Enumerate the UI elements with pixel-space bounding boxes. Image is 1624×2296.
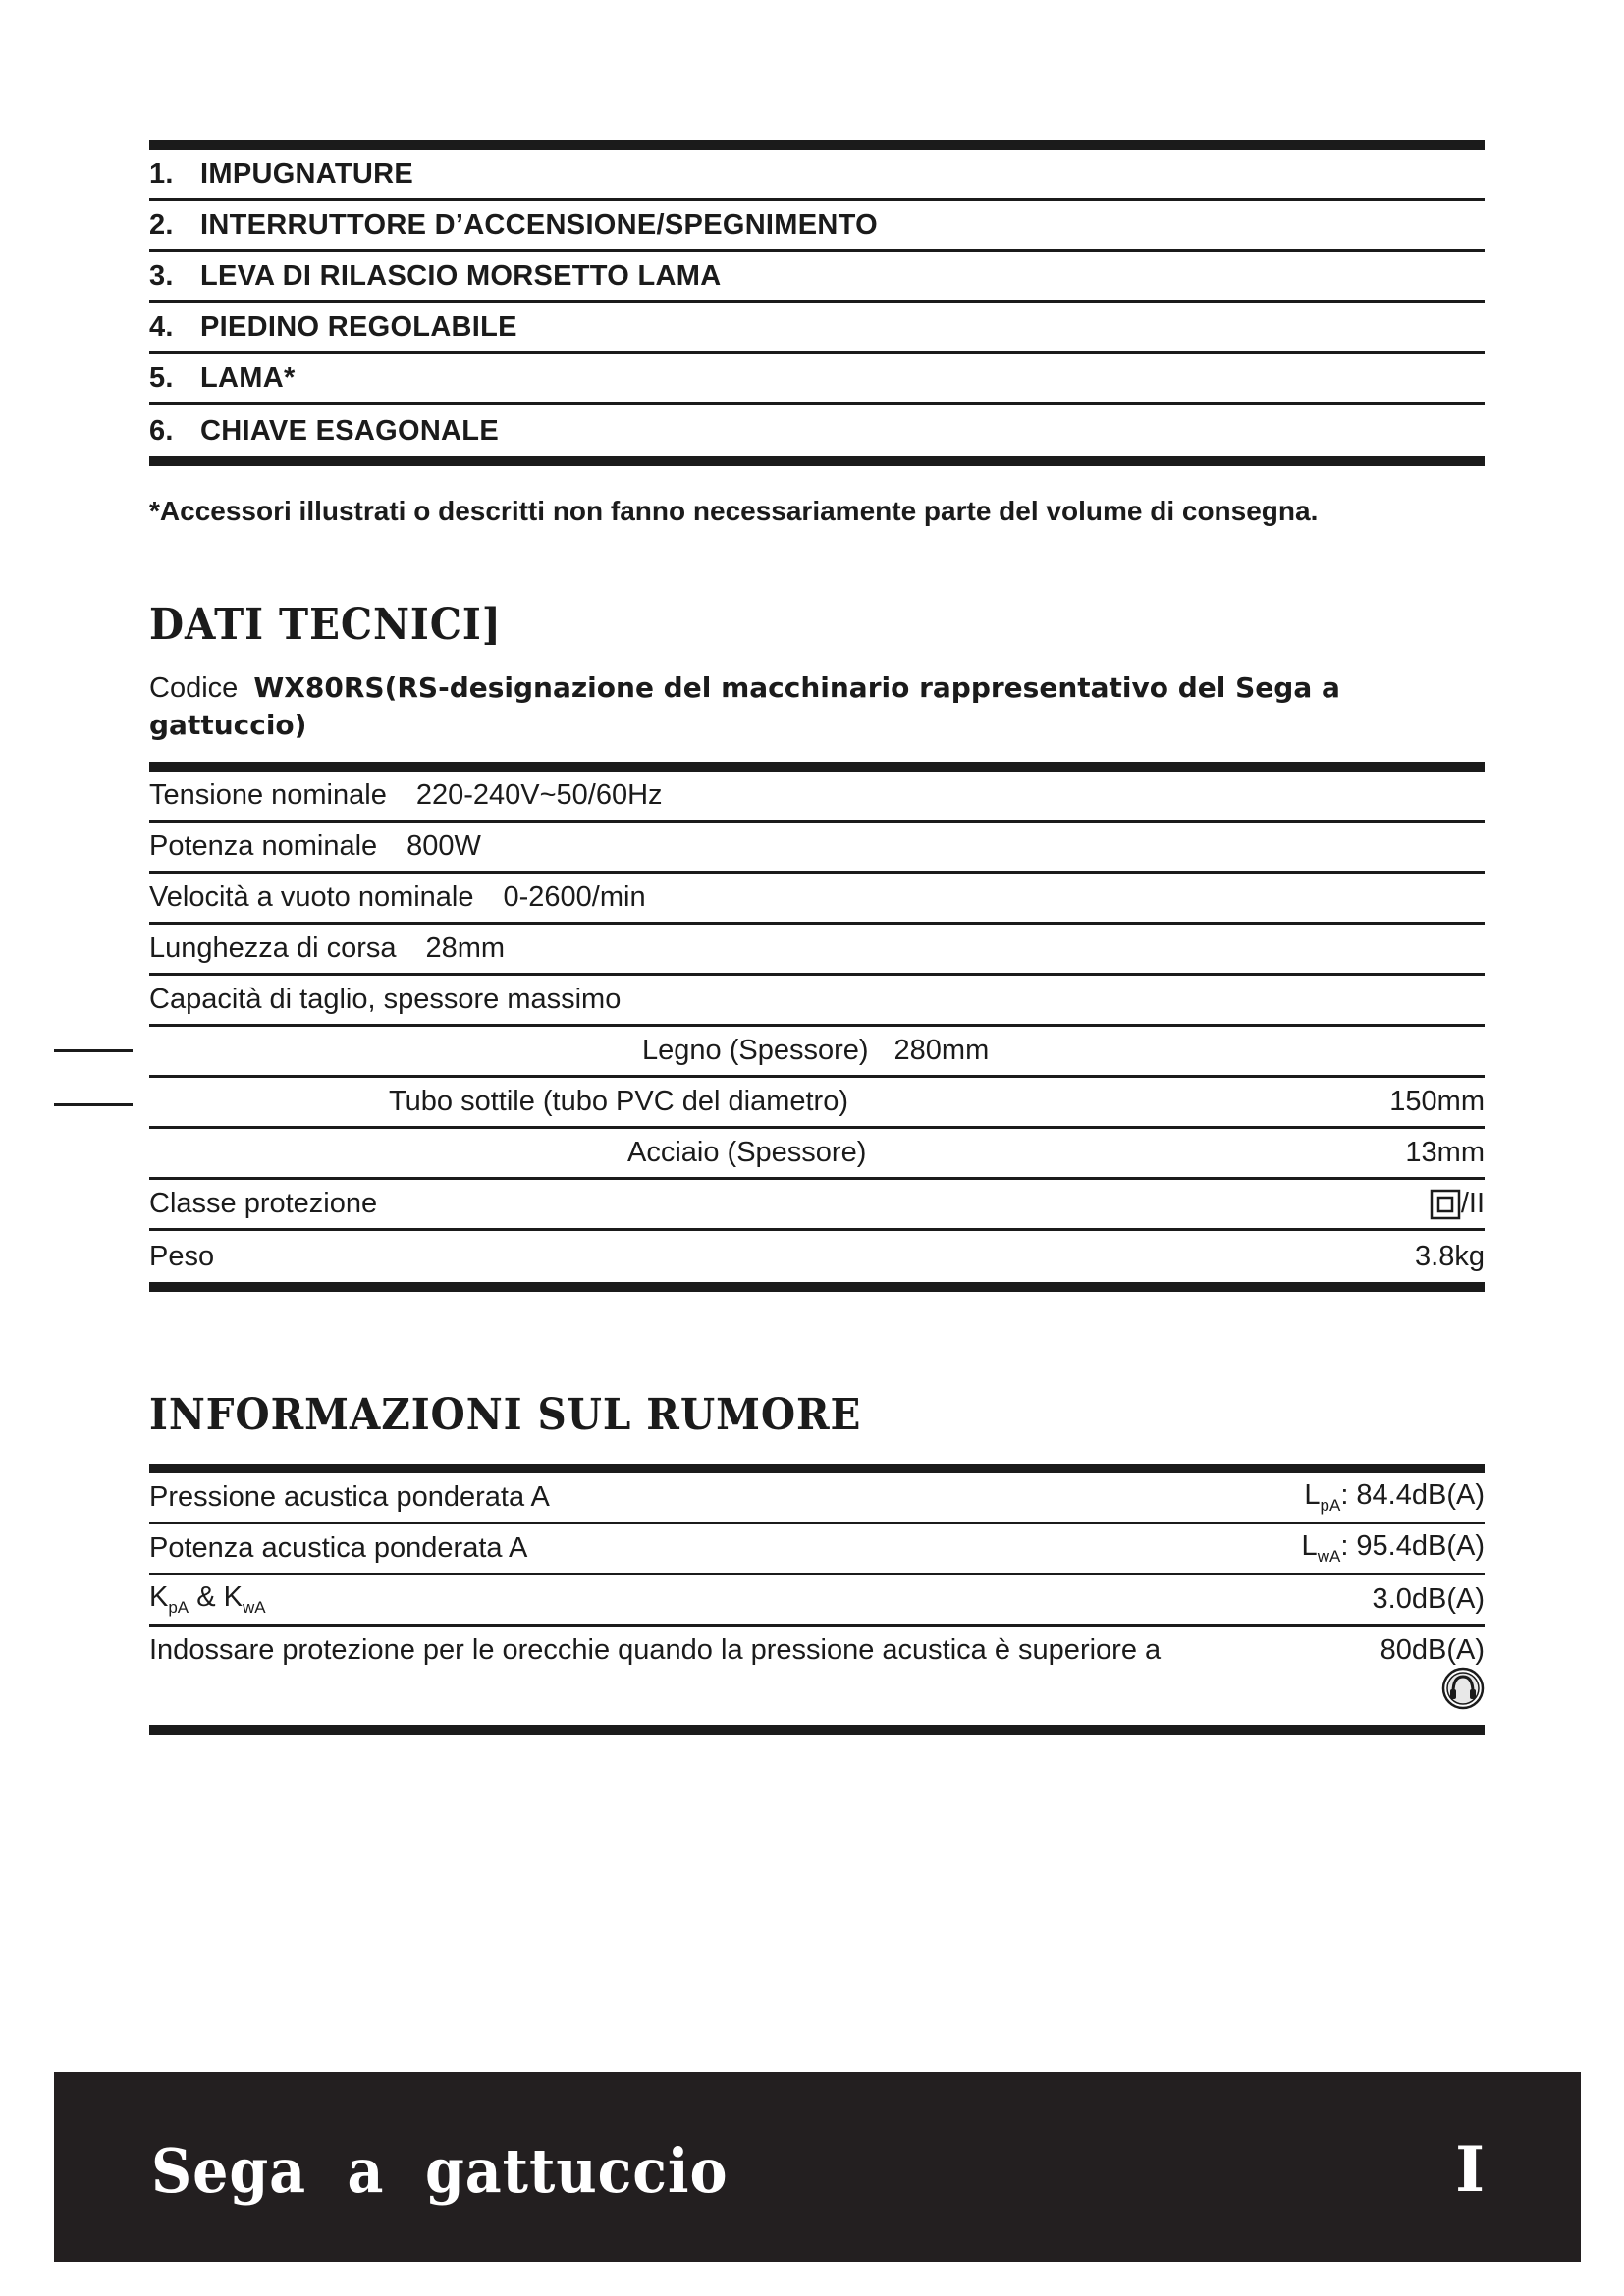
noise-table-bottom-rule [149,1725,1485,1735]
ear-protection-threshold: 80dB(A) [1380,1634,1485,1666]
parts-list-item [149,303,1485,354]
part-number: 5. [149,362,174,394]
table-row [149,823,1485,874]
table-row [149,1575,1485,1627]
table-row [149,1078,1485,1129]
row-label: Classe protezione [149,1188,378,1219]
table-row [149,772,1485,823]
parts-list-item [149,354,1485,405]
noise-info-title: INFORMAZIONI SUL RUMORE [149,1390,862,1440]
accessories-note: *Accessori illustrati o descritti non fanno necessariamente parte del volume di consegna. [149,496,1319,526]
row-label: Capacità di taglio, spessore massimo [149,984,622,1015]
table-row [149,874,1485,925]
part-label: LAMA* [200,362,296,394]
row-value [1380,1634,1485,1710]
row-label: Legno (Spessore) [642,1035,869,1066]
part-label: IMPUGNATURE [200,158,414,189]
symbol-subscript: wA [1317,1547,1341,1566]
parts-top-rule [149,140,1485,150]
table-row [149,1473,1485,1524]
footer-banner [54,2072,1581,2262]
noise-table [149,1464,1485,1735]
table-row [149,1180,1485,1231]
footer-language: I [1455,2133,1485,2207]
parts-list-item [149,405,1485,456]
row-value: 220-240V~50/60Hz [415,779,663,811]
symbol-subscript: pA [168,1598,189,1617]
noise-table-top-rule [149,1464,1485,1473]
ear-protection-icon [1441,1667,1485,1710]
row-label: Tubo sottile (tubo PVC del diametro) [389,1086,848,1117]
row-label: Potenza nominale [149,830,378,862]
part-number: 6. [149,414,174,447]
part-number: 4. [149,311,174,343]
row-value: 3.8kg [1415,1240,1485,1272]
row-value: 13mm [1405,1137,1485,1168]
symbol: K [223,1581,243,1613]
row-value [1430,1188,1485,1220]
table-row [149,976,1485,1027]
table-row [149,1627,1485,1725]
row-value: 280mm [893,1035,990,1066]
page-content [149,140,1485,1735]
row-label: Indossare protezione per le orecchie quando la pressione acustica è superiore a [149,1634,1162,1666]
part-label: INTERRUTTORE D’ACCENSIONE/SPEGNIMENTO [200,209,878,240]
value: : 95.4dB(A) [1340,1530,1485,1562]
parts-list-item [149,150,1485,201]
row-label: Peso [149,1240,215,1272]
part-number: 1. [149,158,174,189]
row-label: Pressione acustica ponderata A [149,1481,550,1513]
table-row [149,1027,1485,1078]
symbol-subscript: wA [242,1598,266,1617]
table-row [149,1231,1485,1282]
tech-table-top-rule [149,762,1485,772]
row-label: Velocità a vuoto nominale [149,881,474,913]
side-mark [54,1049,133,1052]
row-value [1302,1530,1485,1567]
parts-list [149,150,1485,456]
table-row [149,1129,1485,1180]
protection-class-value: /II [1460,1188,1485,1219]
tech-data-table [149,762,1485,1292]
tech-data-title: DATI TECNICI] [149,600,502,650]
double-insulation-icon [1430,1189,1461,1220]
parts-list-item [149,252,1485,303]
table-row [149,1524,1485,1575]
part-label: PIEDINO REGOLABILE [200,311,517,343]
symbol: L [1304,1479,1321,1511]
row-value: 800W [406,830,481,862]
tech-table-bottom-rule [149,1282,1485,1292]
row-value: 0-2600/min [503,881,646,913]
row-value: 28mm [425,933,506,964]
row-label: Potenza acustica ponderata A [149,1532,528,1564]
row-value: 3.0dB(A) [1372,1583,1485,1615]
part-label: CHIAVE ESAGONALE [200,414,499,447]
row-value: 150mm [1389,1086,1485,1117]
row-label [149,1581,266,1618]
row-label: Lunghezza di corsa [149,933,397,964]
model-code [149,669,1485,744]
parts-list-item [149,201,1485,252]
row-label: Acciaio (Spessore) [627,1137,867,1168]
model-code-label: Codice [149,672,239,704]
part-number: 3. [149,260,174,292]
model-code-value: WX80RS(RS-designazione del macchinario rappresentativo del Sega a gattuccio) [149,671,1340,741]
row-label: Tensione nominale [149,779,387,811]
symbol: L [1301,1530,1318,1562]
parts-bottom-rule [149,456,1485,466]
symbol-subscript: pA [1320,1496,1341,1515]
footer-title: Sega a gattuccio [151,2135,729,2207]
row-value [1304,1479,1485,1516]
part-label: LEVA DI RILASCIO MORSETTO LAMA [200,260,722,292]
conjunction: & [189,1581,224,1613]
side-mark [54,1103,133,1106]
table-row [149,925,1485,976]
symbol: K [149,1581,169,1613]
part-number: 2. [149,209,174,240]
value: : 84.4dB(A) [1340,1479,1485,1511]
